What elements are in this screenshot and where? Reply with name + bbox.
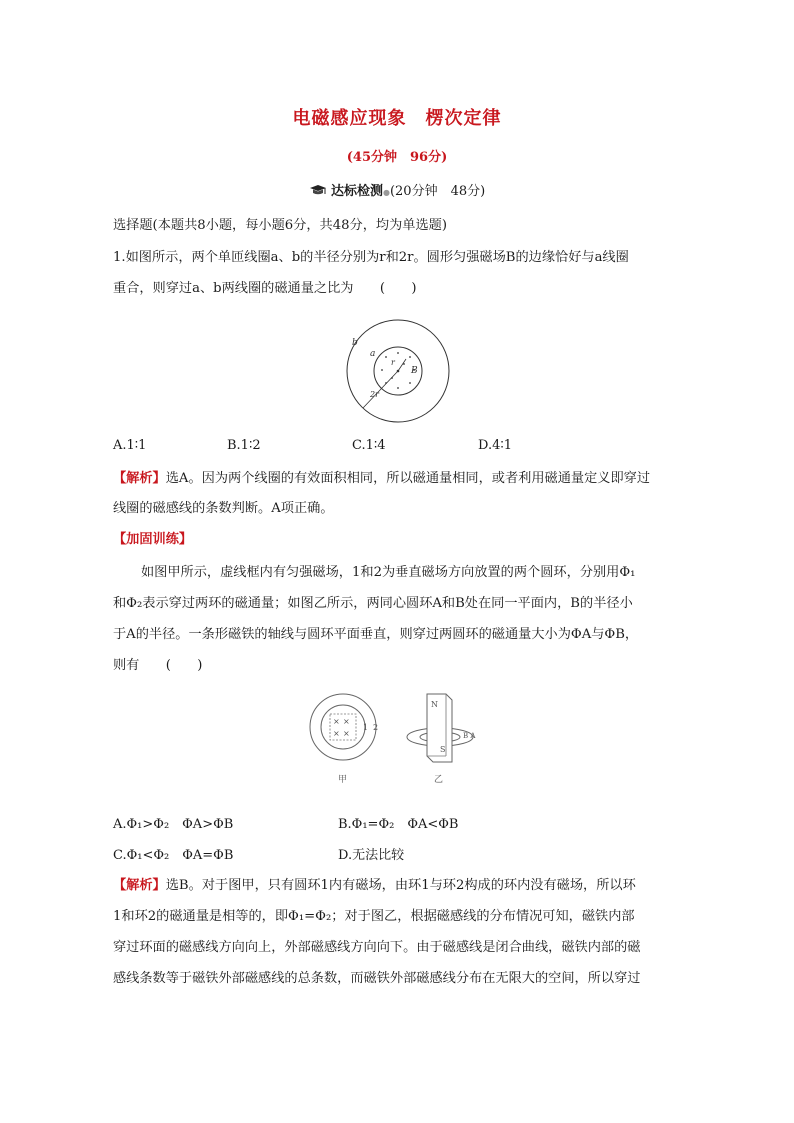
svg-text:×: ×: [343, 729, 350, 738]
q1-analysis-line1: 【解析】选A。因为两个线圈的有效面积相同，所以磁通量相同，或者利用磁通量定义即穿过: [113, 471, 651, 486]
q1-option-b: B.1∶2: [227, 438, 261, 453]
fig-caption-yi: 乙: [434, 775, 444, 785]
label-1: 1: [363, 723, 369, 732]
q1-figure: [340, 312, 460, 424]
label-B: B: [411, 366, 418, 376]
reinforce-option-a: A.Φ₁>Φ₂ ΦA>ΦB: [113, 817, 234, 832]
graduation-cap-icon: [309, 184, 327, 196]
reinforce-line4: 则有 ( ): [113, 658, 203, 673]
q1-text-line1: 1.如图所示，两个单匝线圈a、b的半径分别为r和2r。圆形匀强磁场B的边缘恰好与a线圈: [113, 250, 629, 265]
reinforce-line1: 如图甲所示，虚线框内有匀强磁场，1和2为垂直磁场方向放置的两个圆环，分别用Φ₁: [141, 565, 636, 580]
analysis-tag: 【解析】: [113, 471, 166, 486]
figure-yi: [407, 694, 476, 785]
reinforce-line3: 于A的半径。一条形磁铁的轴线与圆环平面垂直，则穿过两圆环的磁通量大小为ΦA与ΦB，: [113, 627, 639, 642]
figure-jia: [310, 694, 378, 785]
reinforce-analysis-line3: 穿过环面的磁感线方向向上，外部磁感线方向向下。由于磁感线是闭合曲线，磁铁内部的磁: [113, 940, 641, 955]
reinforce-option-d: D.无法比较: [338, 848, 405, 863]
q1-analysis-line2: 线圈的磁感线的条数判断。A项正确。: [113, 501, 334, 516]
reinforce-line2: 和Φ₂表示穿过两环的磁通量；如图乙所示，两同心圆环A和B处在同一平面内，B的半径小: [113, 596, 633, 611]
q1-option-d: D.4∶1: [478, 438, 513, 453]
reinforce-analysis-line1: 【解析】选B。对于图甲，只有圆环1内有磁场，由环1与环2构成的环内没有磁场，所以环: [113, 878, 636, 893]
q1-option-c: C.1∶4: [352, 438, 386, 453]
section-header: 达标检测●(20分钟 48分): [0, 180, 794, 199]
page-subtitle: (45分钟 96分): [346, 150, 448, 165]
reinforce-tag: 【加固训练】: [113, 532, 193, 547]
reinforce-option-c: C.Φ₁<Φ₂ ΦA=ΦB: [113, 848, 234, 863]
label-N: N: [431, 700, 438, 709]
reinforce-option-b: B.Φ₁=Φ₂ ΦA<ΦB: [338, 817, 459, 832]
label-2: 2: [373, 723, 379, 732]
page-title: 电磁感应现象 楞次定律: [292, 108, 502, 129]
svg-text:×: ×: [343, 717, 350, 726]
q1-option-a: A.1∶1: [113, 438, 147, 453]
label-b: b: [352, 338, 358, 348]
section-info: (20分钟 48分): [389, 184, 486, 199]
q1-text-line2: 重合，则穿过a、b两线圈的磁通量之比为 ( ): [113, 281, 417, 296]
label-BA: B A: [463, 732, 476, 740]
reinforce-figure: [300, 690, 490, 800]
label-a: a: [370, 349, 376, 359]
analysis-tag: 【解析】: [113, 878, 166, 893]
label-2r: 2r: [370, 390, 379, 399]
label-S: S: [440, 745, 446, 754]
fig-caption-jia: 甲: [338, 775, 348, 785]
reinforce-analysis-line4: 感线条数等于磁铁外部磁感线的总条数，而磁铁外部磁感线分布在无限大的空间，所以穿过: [113, 971, 641, 986]
instructions: 选择题(本题共8小题，每小题6分，共48分，均为单选题): [113, 218, 447, 233]
label-r: r: [391, 358, 395, 367]
section-badge: 达标检测: [330, 184, 383, 199]
svg-text:×: ×: [333, 717, 340, 726]
reinforce-analysis-line2: 1和环2的磁通量是相等的，即Φ₁=Φ₂；对于图乙，根据磁感线的分布情况可知，磁铁内部: [113, 909, 635, 924]
svg-text:×: ×: [333, 729, 340, 738]
